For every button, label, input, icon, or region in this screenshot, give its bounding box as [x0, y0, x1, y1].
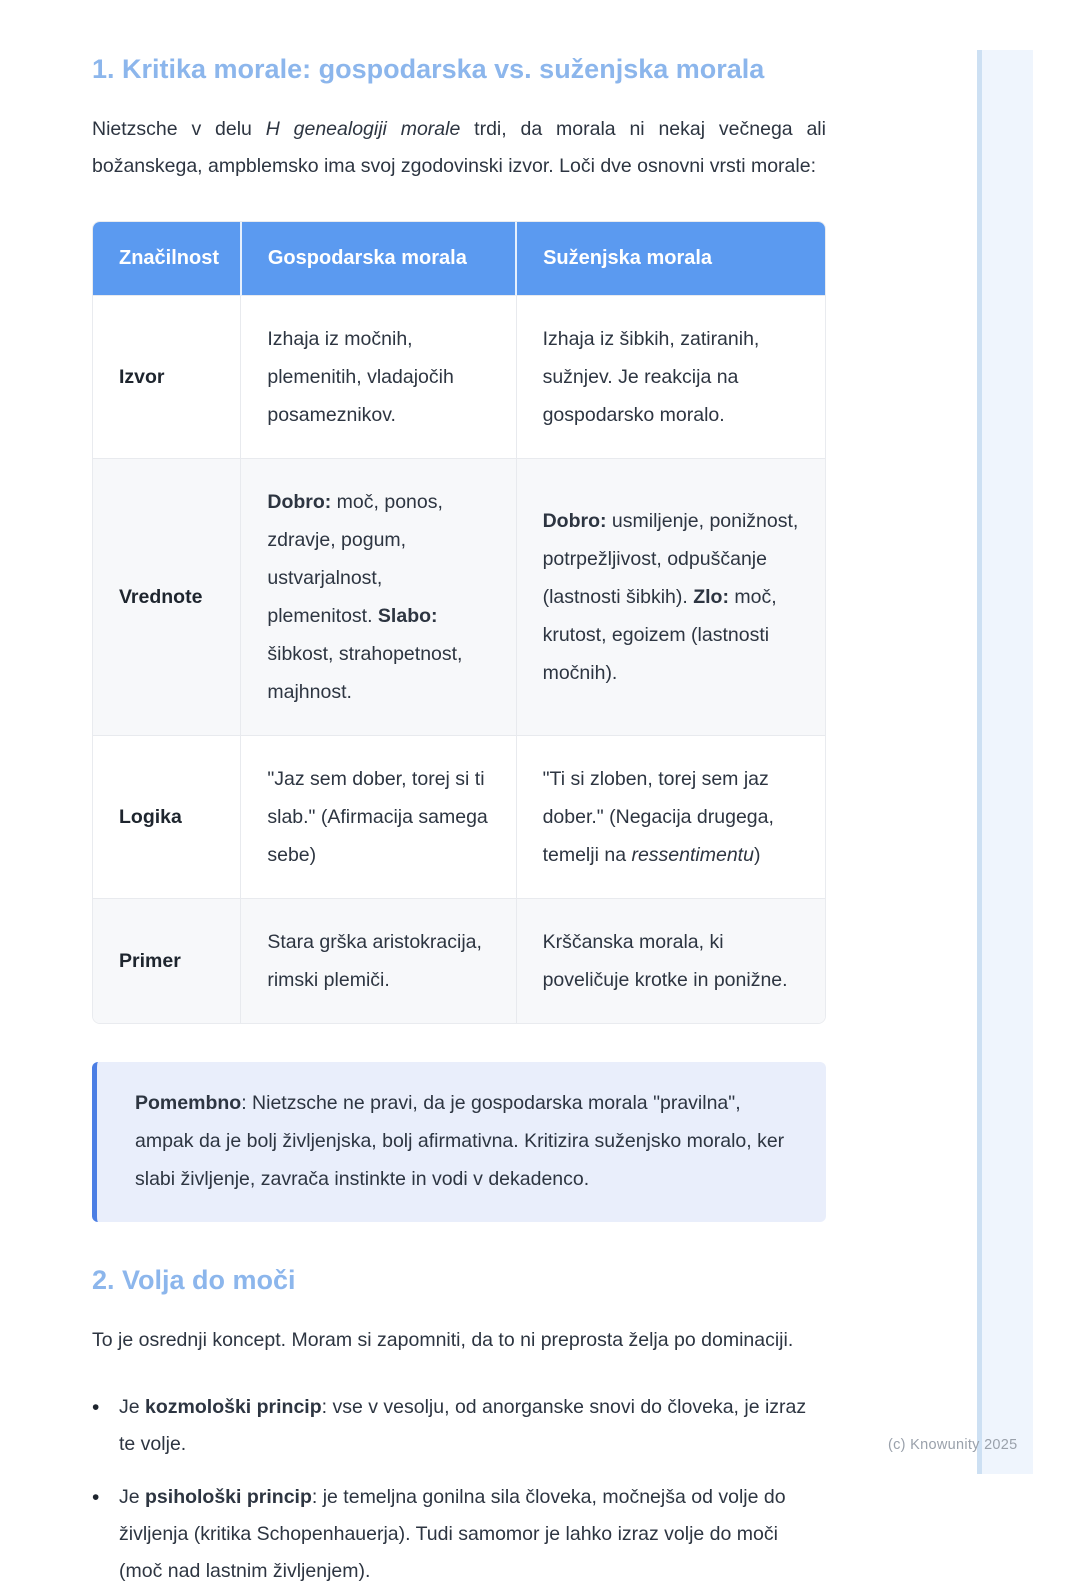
bullet-icon: •	[92, 1396, 100, 1419]
side-panel	[977, 50, 1033, 1474]
cell-izvor-suzenjska: Izhaja iz šibkih, zatiranih, sužnjev. Je reakcija na gospodarsko moralo.	[516, 296, 825, 459]
column-header-suzenjska-morala: Suženjska morala	[516, 222, 825, 296]
cell-primer-gospodarska: Stara grška aristokracija, rimski plemiči.	[241, 899, 516, 1024]
bullet-text-psiholoski-princip: Je psihološki princip: je temeljna gonilna sila človeka, močnejša od volje do življenja (kritika Schopenhauerja). Tudi samomor je lahko izraz volje do moči (moč nad lastnim življenjem).	[119, 1486, 786, 1582]
cell-izvor-gospodarska: Izhaja iz močnih, plemenitih, vladajočih posameznikov.	[241, 296, 516, 459]
cell-vrednote-suzenjska: Dobro: usmiljenje, ponižnost, potrpežljivost, odpuščanje (lastnosti šibkih). Zlo: moč, krutost, egoizem (lastnosti močnih).	[516, 459, 825, 736]
bullet-text-kozmoloski-princip: Je kozmološki princip: vse v vesolju, od anorganske snovi do človeka, je izraz te volje.	[119, 1396, 807, 1455]
cell-primer-suzenjska: Krščanska morala, ki poveličuje krotke in ponižne.	[516, 899, 825, 1024]
cell-logika-suzenjska: "Ti si zloben, torej sem jaz dober." (Negacija drugega, temelji na ressentimentu)	[516, 736, 825, 899]
table-row-primer	[93, 899, 825, 1024]
row-label: Primer	[93, 899, 241, 1024]
cell-vrednote-gospodarska: Dobro: moč, ponos, zdravje, pogum, ustvarjalnost, plemenitost. Slabo: šibkost, strahopetnost, majhnost.	[241, 459, 516, 736]
section2-heading: 2. Volja do moči	[92, 1265, 296, 1295]
list-item	[92, 1389, 826, 1463]
table-row-logika	[93, 736, 825, 899]
row-label: Vrednote	[93, 459, 241, 736]
section2-bullet-list	[92, 1389, 826, 1590]
section1-intro: Nietzsche v delu H genealogiji morale trdi, da morala ni nekaj večnega ali božanskega, ampblemsko ima svoj zgodovinski izvor. Loči dve osnovni vrsti morale:	[92, 118, 826, 177]
watermark: (c) Knowunity 2025	[888, 1437, 1018, 1453]
list-item	[92, 1479, 826, 1590]
column-header-gospodarska-morala: Gospodarska morala	[241, 222, 516, 296]
morality-comparison-table	[92, 221, 826, 1024]
column-header-znacilnost: Značilnost	[93, 222, 241, 296]
table-row-vrednote	[93, 459, 825, 736]
content-column	[92, 0, 826, 1590]
row-label: Logika	[93, 736, 241, 899]
table-row-izvor	[93, 296, 825, 459]
cell-logika-gospodarska: "Jaz sem dober, torej si ti slab." (Afirmacija samega sebe)	[241, 736, 516, 899]
bullet-icon: •	[92, 1486, 100, 1509]
row-label: Izvor	[93, 296, 241, 459]
note-text: Pomembno: Nietzsche ne pravi, da je gospodarska morala "pravilna", ampak da je bolj življenjska, bolj afirmativna. Kritizira suženjsko moralo, ker slabi življenje, zavrača instinkte in vodi v dekadenco.	[135, 1092, 785, 1190]
section1-heading: 1. Kritika morale: gospodarska vs. suženjska morala	[92, 54, 765, 84]
table-header-row	[93, 222, 825, 296]
section2-intro: To je osrednji koncept. Moram si zapomniti, da to ni preprosta želja po dominaciji.	[92, 1329, 794, 1351]
important-note-callout	[92, 1062, 826, 1222]
